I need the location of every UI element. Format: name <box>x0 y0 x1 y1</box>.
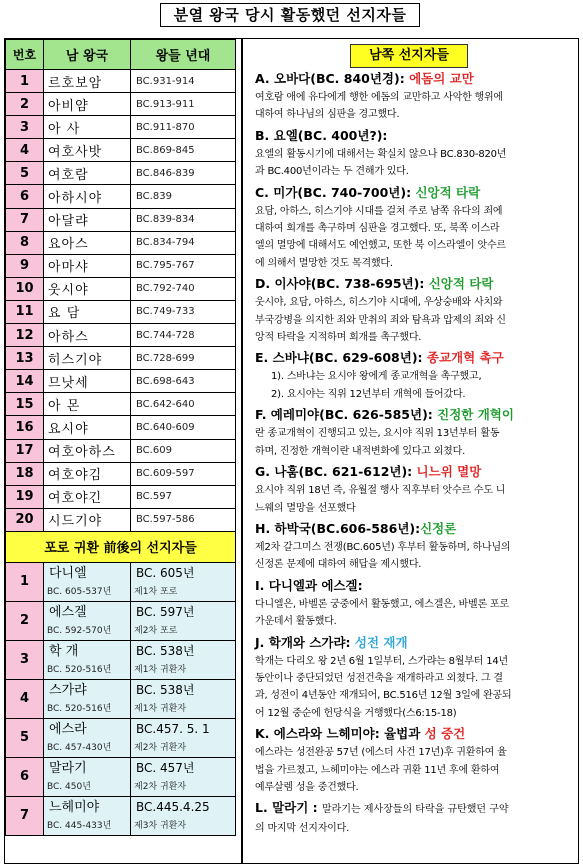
prophet-range: BC. 605-537년 <box>47 586 112 597</box>
prophet-description-line: 웃시야, 요담, 아하스, 히스기야 시대에, 우상숭배와 사치와 <box>255 297 503 309</box>
column-divider <box>241 38 243 864</box>
king-reign: BC.834-794 <box>131 231 236 254</box>
prophet-entry <box>255 462 573 517</box>
prophet-date-cell <box>131 601 236 640</box>
prophet-description-line: 의 마지막 선지자이다. <box>255 823 350 835</box>
king-reign: BC.640-609 <box>131 416 236 439</box>
prophet-row <box>6 562 236 601</box>
king-name: 여호아하스 <box>44 439 131 462</box>
king-number: 5 <box>6 162 44 185</box>
prophet-date-cell <box>131 796 236 835</box>
prophet-theme: 신정론 <box>420 520 457 536</box>
prophet-name: 다니엘 <box>49 565 87 581</box>
king-reign: BC.728-699 <box>131 347 236 370</box>
prophet-description-line: 2). 요시야는 직위 12년부터 개혁에 들어갔다. <box>271 388 466 400</box>
prophet-theme: 신앙적 타락 <box>428 276 494 292</box>
prophet-heading <box>255 69 573 89</box>
prophet-description-line: 가운데서 활동했다. <box>255 616 337 628</box>
prophet-row <box>6 679 236 718</box>
prophet-heading <box>255 348 573 368</box>
prophet-heading <box>255 126 573 146</box>
prophet-description-line: 과, 성전이 4년동안 재개되어, BC.516년 12월 3일에 완공되 <box>255 690 512 702</box>
king-name: 여호람 <box>44 162 131 185</box>
king-name: 아달랴 <box>44 208 131 231</box>
prophet-theme: 니느위 멸망 <box>416 464 482 480</box>
prophet-number: 5 <box>6 718 44 757</box>
prophet-description-line: 하며, 진정한 개혁이란 내적변화에 있다고 외쳤다. <box>255 445 466 457</box>
king-reign: BC.642-640 <box>131 393 236 416</box>
prophet-descriptions <box>255 67 573 838</box>
king-name: 아마샤 <box>44 254 131 277</box>
prophet-number: 1 <box>6 562 44 601</box>
king-reign: BC.609 <box>131 439 236 462</box>
king-reign: BC.839 <box>131 185 236 208</box>
header-reign: 왕들 년대 <box>131 40 236 70</box>
prophet-theme: 성 중건 <box>424 726 466 742</box>
prophet-heading-text: G. 나훔(BC. 621-612년): <box>255 464 417 480</box>
prophet-row <box>6 757 236 796</box>
header-number: 번호 <box>6 40 44 70</box>
king-row <box>6 231 236 254</box>
prophet-range: BC. 450년 <box>47 781 91 792</box>
king-row <box>6 185 236 208</box>
king-row <box>6 277 236 300</box>
prophet-heading <box>255 633 573 653</box>
prophet-date-cell <box>131 562 236 601</box>
king-name: 요시야 <box>44 416 131 439</box>
king-reign: BC.749-733 <box>131 300 236 323</box>
prophet-heading-text: B. 요엘(BC. 400년?): <box>255 127 388 143</box>
prophet-description-line: 란 종교개혁이 진행되고 있는, 요시야 직위 13년부터 활동 <box>255 428 500 440</box>
prophets-header: 남쪽 선지자들 <box>350 44 468 68</box>
prophet-year: BC. 457년 <box>136 760 195 775</box>
king-row <box>6 208 236 231</box>
prophet-heading-text: E. 스바냐(BC. 629-608년): <box>255 350 427 366</box>
king-name: 요아스 <box>44 231 131 254</box>
prophet-entry <box>255 69 573 124</box>
prophet-name-cell <box>44 796 131 835</box>
prophet-description-line: 엘의 멸망에 대해서도 예언했고, 또한 북 이스라엘이 앗수르 <box>255 240 506 252</box>
prophet-entry <box>255 724 573 796</box>
king-number: 17 <box>6 439 44 462</box>
section-title: 포로 귀환 前後의 선지자들 <box>6 531 236 562</box>
prophet-description-line: 동안이나 중단되었던 성전건축을 재개하라고 외쳤다. 그 결 <box>255 672 503 684</box>
king-number: 1 <box>6 70 44 93</box>
king-number: 18 <box>6 462 44 485</box>
king-row <box>6 485 236 508</box>
prophet-number: 3 <box>6 640 44 679</box>
king-row <box>6 347 236 370</box>
prophet-number: 4 <box>6 679 44 718</box>
king-reign: BC.609-597 <box>131 462 236 485</box>
prophet-description-line: 느웨의 멸망을 선포했다 <box>255 502 356 514</box>
prophet-name-cell <box>44 757 131 796</box>
king-name: 르호보암 <box>44 70 131 93</box>
prophet-heading-text: F. 예레미야(BC. 626-585년): <box>255 407 438 423</box>
prophet-range: BC. 457-430년 <box>47 742 112 753</box>
king-name: 요 담 <box>44 300 131 323</box>
prophet-row <box>6 640 236 679</box>
prophet-range: BC. 445-433년 <box>47 820 112 831</box>
king-number: 19 <box>6 485 44 508</box>
prophet-description-line: 신정론 문제에 대하여 해답을 제시했다. <box>255 559 422 571</box>
prophet-heading-text: J. 학개와 스가랴: <box>255 634 355 650</box>
prophet-heading <box>255 724 573 744</box>
king-number: 20 <box>6 508 44 531</box>
king-name: 아 몬 <box>44 393 131 416</box>
prophet-entry <box>255 633 573 723</box>
king-name: 웃시야 <box>44 277 131 300</box>
prophet-name-cell <box>44 601 131 640</box>
prophet-year: BC. 538년 <box>136 643 195 658</box>
king-reign: BC.744-728 <box>131 324 236 347</box>
prophet-description-line: 요담, 아하스, 히스기야 시대를 걸쳐 주로 남쪽 유다의 죄에 <box>255 205 503 217</box>
prophet-number: 2 <box>6 601 44 640</box>
king-row <box>6 70 236 93</box>
prophet-description-line: 법을 가르쳤고, 느헤미야는 에스라 귀환 11년 후에 환하여 <box>255 764 500 776</box>
prophet-event: 제2차 귀환자 <box>134 742 187 753</box>
king-number: 13 <box>6 347 44 370</box>
king-reign: BC.698-643 <box>131 370 236 393</box>
prophet-event: 제1차 포로 <box>134 586 178 597</box>
king-number: 2 <box>6 93 44 116</box>
king-name: 여호야긴 <box>44 485 131 508</box>
prophet-number: 6 <box>6 757 44 796</box>
king-row <box>6 462 236 485</box>
prophet-date-cell <box>131 679 236 718</box>
king-name: 아하시야 <box>44 185 131 208</box>
prophet-entry <box>255 183 573 273</box>
king-reign: BC.792-740 <box>131 277 236 300</box>
prophet-event: 제2차 포로 <box>134 625 178 636</box>
prophet-event: 제1차 귀환자 <box>134 703 187 714</box>
prophet-heading-text: H. 하박국(BC.606-586년): <box>255 520 421 536</box>
king-reign: BC.795-767 <box>131 254 236 277</box>
prophet-year: BC. 597년 <box>136 604 195 619</box>
king-number: 11 <box>6 300 44 323</box>
prophet-theme: 신앙적 타락 <box>415 184 481 200</box>
prophet-entry <box>255 405 573 460</box>
table-header-row <box>6 40 236 70</box>
prophet-description-line: 요시야 직위 18년 즉, 유월절 행사 직후부터 앗수르 수도 니 <box>255 485 506 497</box>
prophet-description-line: 제2차 갈그미스 전쟁(BC.605년) 후부터 활동하며, 하나님의 <box>255 541 511 553</box>
prophet-event: 제1차 귀환자 <box>134 664 187 675</box>
prophet-description-line: 어 12월 중순에 헌당식을 거행했다(스6:15-18) <box>255 707 457 719</box>
king-name: 히스기야 <box>44 347 131 370</box>
king-name: 므낫세 <box>44 370 131 393</box>
prophet-entry <box>255 126 573 181</box>
prophet-name: 학 개 <box>49 643 79 659</box>
prophet-year: BC. 605년 <box>136 565 195 580</box>
page-title: 분열 왕국 당시 활동했던 선지자들 <box>160 3 420 27</box>
prophet-range: BC. 592-570년 <box>47 625 112 636</box>
prophet-range: BC. 520-516년 <box>47 703 112 714</box>
king-row <box>6 116 236 139</box>
prophet-heading-text: I. 다니엘과 에스겔: <box>255 577 363 593</box>
king-number: 6 <box>6 185 44 208</box>
prophet-name-cell <box>44 718 131 757</box>
prophet-description-line: 다니엘은, 바벨론 궁중에서 활동했고, 에스겔은, 바벨론 포로 <box>255 598 509 610</box>
prophet-name-cell <box>44 640 131 679</box>
king-row <box>6 139 236 162</box>
prophet-heading-text: A. 오바다(BC. 840년경): <box>255 71 410 86</box>
prophet-event: 제3차 귀환자 <box>134 820 187 831</box>
king-row <box>6 416 236 439</box>
prophet-theme: 성전 재개 <box>354 634 408 650</box>
prophet-description-line: 에스라는 성전완공 57년 (에스더 사건 17년)후 귀환하여 율 <box>255 747 507 759</box>
prophet-heading-text: D. 이사야(BC. 738-695년): <box>255 276 429 292</box>
prophet-entry <box>255 798 573 837</box>
king-number: 7 <box>6 208 44 231</box>
section-title-row <box>6 531 236 562</box>
prophet-heading <box>255 519 573 539</box>
king-name: 아하스 <box>44 324 131 347</box>
prophet-description-line: 학개는 다리오 왕 2년 6월 1일부터, 스가랴는 8월부터 14년 <box>255 655 508 667</box>
king-row <box>6 393 236 416</box>
prophet-name-cell <box>44 562 131 601</box>
prophet-heading-text: C. 미가(BC. 740-700년): <box>255 184 416 200</box>
prophet-name: 말라기 <box>49 760 87 776</box>
prophet-description-line: 에 의해서 멸망한 것도 목격했다. <box>255 257 393 269</box>
king-row <box>6 93 236 116</box>
king-row <box>6 324 236 347</box>
prophet-theme: 에돔의 교만 <box>409 71 474 86</box>
prophet-date-cell <box>131 757 236 796</box>
king-number: 4 <box>6 139 44 162</box>
prophet-name: 에스겔 <box>49 604 87 620</box>
prophet-heading <box>255 798 573 820</box>
prophet-event: 제2차 귀환자 <box>134 781 187 792</box>
king-row <box>6 370 236 393</box>
king-name: 여호야김 <box>44 462 131 485</box>
king-reign: BC.913-911 <box>131 93 236 116</box>
prophet-row <box>6 601 236 640</box>
king-number: 16 <box>6 416 44 439</box>
prophet-year: BC. 538년 <box>136 682 195 697</box>
prophet-heading <box>255 576 573 596</box>
king-reign: BC.839-834 <box>131 208 236 231</box>
king-reign: BC.846-839 <box>131 162 236 185</box>
prophet-heading-extra: 율법과 <box>384 726 425 742</box>
king-reign: BC.597-586 <box>131 508 236 531</box>
king-name: 아 사 <box>44 116 131 139</box>
king-number: 14 <box>6 370 44 393</box>
king-row <box>6 300 236 323</box>
king-number: 10 <box>6 277 44 300</box>
prophet-heading <box>255 462 573 482</box>
prophet-description-line: 여호람 애에 유다에게 행한 에돔의 교만하고 사악한 행위에 <box>255 92 503 103</box>
king-number: 8 <box>6 231 44 254</box>
prophet-year: BC.445.4.25 <box>136 799 210 814</box>
king-row <box>6 508 236 531</box>
prophet-heading-text: L. 말라기 : <box>255 800 322 816</box>
prophet-heading <box>255 405 573 425</box>
prophet-description-line: 1). 스바냐는 요시야 왕에게 종교개혁을 촉구했고, <box>271 371 482 383</box>
king-name: 여호사밧 <box>44 139 131 162</box>
prophet-theme: 진정한 개혁이 <box>437 407 514 423</box>
prophet-date-cell <box>131 718 236 757</box>
prophet-heading <box>255 274 573 294</box>
prophet-description-line: 요엘의 활동시기에 대해서는 확실치 않으나 BC.830-820년 <box>255 148 507 160</box>
prophet-description-line: 예루살렘 성을 중건했다. <box>255 781 359 793</box>
prophet-heading-text: K. 에스라와 느헤미야: <box>255 726 385 742</box>
prophet-entry <box>255 519 573 574</box>
prophet-description-line: 앙적 타락을 지적하며 회개를 촉구했다. <box>255 332 422 344</box>
prophet-description-line: 부국강병을 의지한 죄와 만취의 죄와 탐욕과 압제의 죄와 신 <box>255 314 506 326</box>
king-reign: BC.869-845 <box>131 139 236 162</box>
king-name: 아비얌 <box>44 93 131 116</box>
king-row <box>6 162 236 185</box>
prophet-theme: 말라기는 제사장들의 타락을 규탄했던 구약 <box>322 804 509 816</box>
prophet-description-line: 과 BC.400년이라는 두 견해가 있다. <box>255 166 409 178</box>
prophet-year: BC.457. 5. 1 <box>136 721 210 736</box>
header-king: 남 왕국 <box>44 40 131 70</box>
prophet-theme: 종교개혁 촉구 <box>426 350 504 366</box>
prophet-description-line: 대하여 회개를 촉구하며 심판을 경고했다. 또, 북쪽 이스라 <box>255 223 500 235</box>
prophet-row <box>6 718 236 757</box>
prophet-number: 7 <box>6 796 44 835</box>
prophet-entry <box>255 576 573 631</box>
king-number: 9 <box>6 254 44 277</box>
king-row <box>6 439 236 462</box>
prophet-entry <box>255 274 573 346</box>
prophet-name-cell <box>44 679 131 718</box>
king-number: 15 <box>6 393 44 416</box>
king-reign: BC.597 <box>131 485 236 508</box>
prophet-entry <box>255 348 573 403</box>
prophet-row <box>6 796 236 835</box>
king-number: 3 <box>6 116 44 139</box>
prophet-description-line: 대하여 하나님의 심판을 경고했다. <box>255 109 400 121</box>
king-row <box>6 254 236 277</box>
king-reign: BC.911-870 <box>131 116 236 139</box>
prophet-range: BC. 520-516년 <box>47 664 112 675</box>
prophet-name: 느헤미야 <box>49 799 100 815</box>
king-reign: BC.931-914 <box>131 70 236 93</box>
kings-table <box>5 39 236 836</box>
prophet-date-cell <box>131 640 236 679</box>
king-number: 12 <box>6 324 44 347</box>
prophet-heading <box>255 183 573 203</box>
prophet-name: 스가랴 <box>49 682 87 698</box>
king-name: 시드기야 <box>44 508 131 531</box>
prophet-name: 에스라 <box>49 721 87 737</box>
